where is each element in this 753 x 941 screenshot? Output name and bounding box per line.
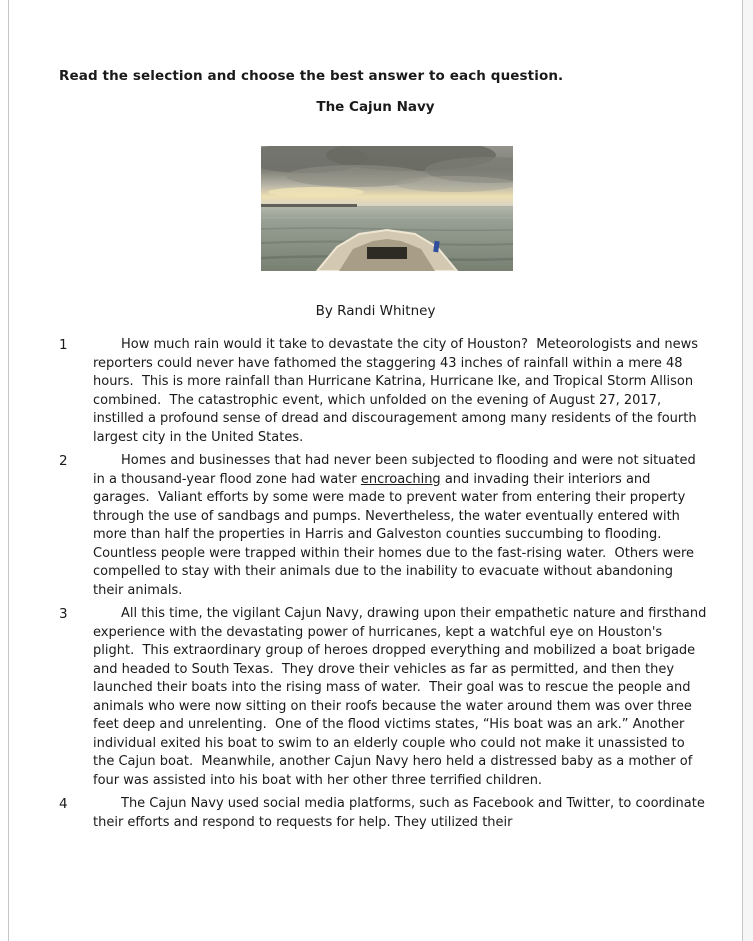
paragraph-1-text: How much rain would it take to devastate the city of Houston? Meteorologists and news reporters could never have fathomed the staggering 43 inches of rainfall within a mere 48 hours. This is more rainfall than Hurricane Katrina, Hurricane Ike, and Tropical Storm Allison combined. The catastrophic event, which unfolded on the evening of August 27, 2017, instilled a profound sense of dread and discouragement among many residents of the fourth largest city in the United States.: [93, 337, 703, 445]
paragraph-number: 4: [59, 796, 68, 812]
document-page: [8, 0, 743, 941]
underlined-vocabulary-word: encroaching: [360, 471, 441, 487]
passage-body: [59, 336, 715, 837]
instruction-text: Read the selection and choose the best answer to each question.: [59, 68, 564, 84]
paragraph-text: [93, 605, 711, 790]
passage-photo: [261, 146, 513, 271]
paragraph-3-text: All this time, the vigilant Cajun Navy, drawing upon their empathetic nature and firsthand experience with the devastating power of hurricanes, kept a watchful eye on Houston's plight. This extraordinary group of heroes dropped everything and mobilized a boat brigade and headed to South Texas. They drove their vehicles as far as permitted, and then they launched their boats into the rising mass of water. Their goal was to rescue the people and animals who were now sitting on their roofs because the water around them was over three feet deep and unrelenting. One of the flood victims states, “His boat was an ark.” Another individual exited his boat to swim to an elderly couple who could not make it unassisted to the Cajun boat. Meanwhile, another Cajun Navy hero held a distressed baby as a mother of four was assisted into his boat with her other three terrified children.: [93, 606, 711, 788]
paragraph-text: [93, 336, 707, 447]
paragraph-number: 1: [59, 337, 68, 353]
page-right-gutter: [743, 0, 753, 941]
paragraph-number: 3: [59, 606, 68, 622]
paragraph-1: [59, 336, 715, 447]
paragraph-2: [59, 452, 715, 600]
byline: By Randi Whitney: [315, 303, 436, 319]
paragraph-4: [59, 795, 715, 832]
paragraph-number: 2: [59, 453, 68, 469]
passage-title: The Cajun Navy: [316, 99, 435, 115]
paragraph-2-text-pre: Homes and businesses that had never been subjected to flooding and were not situated in a thousand-year flood zone had water: [93, 453, 700, 487]
paragraph-text: [93, 452, 707, 600]
paragraph-2-text-post: and invading their interiors and garages. Valiant efforts by some were made to prevent water from entering their property through the use of sandbags and pumps. Nevertheless, the water eventually entered with more than half the properties in Harris and Galveston counties succumbing to flooding. Countless people were trapped within their homes due to the fast-rising water. Others were compelled to stay with their animals due to the inability to evacuate without abandoning their animals.: [93, 471, 699, 598]
boat-on-water-photo-illustration: [261, 146, 513, 271]
paragraph-3: [59, 605, 715, 790]
paragraph-4-text: The Cajun Navy used social media platforms, such as Facebook and Twitter, to coordinate their efforts and respond to requests for help. They utilized their: [93, 796, 709, 830]
paragraph-text: [93, 795, 707, 832]
